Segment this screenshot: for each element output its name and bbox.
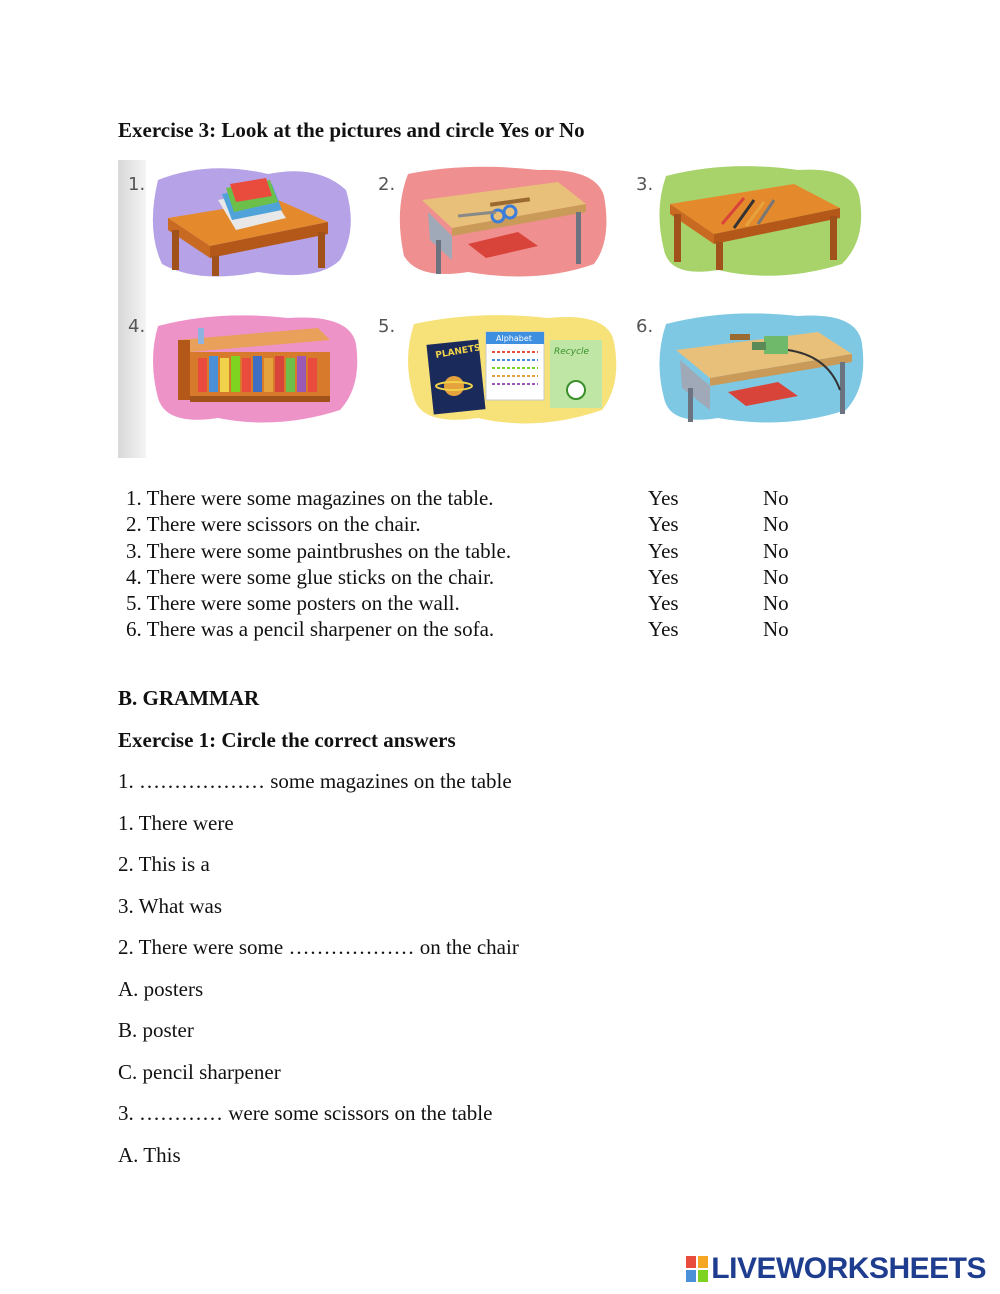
statement-text: 2. There were scissors on the chair. xyxy=(126,512,421,537)
question-1-option-2[interactable]: 2. This is a xyxy=(118,852,210,876)
picture-3-table-paintbrushes xyxy=(659,166,861,276)
picture-number-2: 2. xyxy=(378,174,396,195)
yes-option[interactable]: Yes xyxy=(648,512,679,537)
classroom-illustrations xyxy=(118,160,878,458)
no-option[interactable]: No xyxy=(763,564,789,589)
question-1-option-1[interactable]: 1. There were xyxy=(118,811,234,835)
logo-mark-icon xyxy=(686,1256,708,1282)
question-1: 1. ……………… some magazines on the table xyxy=(118,769,512,793)
question-2: 2. There were some ……………… on the chair xyxy=(118,935,519,959)
statement-text: 3. There were some paintbrushes on the table. xyxy=(126,538,512,563)
statement-text: 6. There was a pencil sharpener on the sofa. xyxy=(126,617,495,642)
liveworksheets-logo xyxy=(686,1252,986,1286)
picture-number-1: 1. xyxy=(128,174,146,195)
statement-text: 1. There were some magazines on the table. xyxy=(126,486,494,510)
no-option[interactable]: No xyxy=(763,512,789,537)
svg-text:Recycle: Recycle xyxy=(554,347,590,357)
svg-text:Alphabet: Alphabet xyxy=(496,334,532,343)
question-3-option-a[interactable]: A. This xyxy=(118,1143,181,1167)
no-option[interactable]: No xyxy=(763,617,789,642)
picture-4-bookshelf xyxy=(153,315,357,422)
no-option[interactable]: No xyxy=(763,591,789,616)
panel-shade xyxy=(118,160,146,458)
grammar-heading: B. GRAMMAR xyxy=(118,686,260,710)
yes-no-table xyxy=(126,486,826,644)
statement-row-3 xyxy=(126,539,826,565)
picture-5-posters xyxy=(408,315,616,423)
statement-text: 5. There were some posters on the wall. xyxy=(126,591,460,616)
picture-6-desk-sharpener xyxy=(659,313,863,422)
question-2-option-c[interactable]: C. pencil sharpener xyxy=(118,1060,281,1084)
yes-option[interactable]: Yes xyxy=(648,617,679,642)
grammar-exercise-1-title: Exercise 1: Circle the correct answers xyxy=(118,728,456,752)
no-option[interactable]: No xyxy=(763,538,789,563)
picture-number-4: 4. xyxy=(128,316,146,337)
picture-panel xyxy=(118,160,878,458)
svg-text:PLANETS: PLANETS xyxy=(434,343,482,361)
no-option[interactable]: No xyxy=(763,486,789,510)
question-2-option-a[interactable]: A. posters xyxy=(118,977,204,1001)
picture-number-5: 5. xyxy=(378,316,396,337)
question-1-option-3[interactable]: 3. What was xyxy=(118,894,223,918)
exercise-3-title: Exercise 3: Look at the pictures and circle Yes or No xyxy=(118,118,585,142)
picture-number-6: 6. xyxy=(636,316,654,337)
yes-option[interactable]: Yes xyxy=(648,591,679,616)
question-2-option-b[interactable]: B. poster xyxy=(118,1018,194,1042)
yes-option[interactable]: Yes xyxy=(648,538,679,563)
statement-row-1 xyxy=(126,486,826,512)
question-3: 3. ………… were some scissors on the table xyxy=(118,1101,493,1125)
logo-text: LIVEWORKSHEETS xyxy=(711,1252,986,1285)
yes-option[interactable]: Yes xyxy=(648,564,679,589)
statement-row-2 xyxy=(126,512,826,538)
statement-row-6 xyxy=(126,617,826,643)
yes-option[interactable]: Yes xyxy=(648,486,679,510)
picture-number-3: 3. xyxy=(636,174,654,195)
picture-1-table-magazines xyxy=(153,168,351,276)
statement-text: 4. There were some glue sticks on the chair. xyxy=(126,564,495,589)
statement-row-4 xyxy=(126,565,826,591)
picture-2-desk-scissors xyxy=(400,167,607,277)
statement-row-5 xyxy=(126,591,826,617)
